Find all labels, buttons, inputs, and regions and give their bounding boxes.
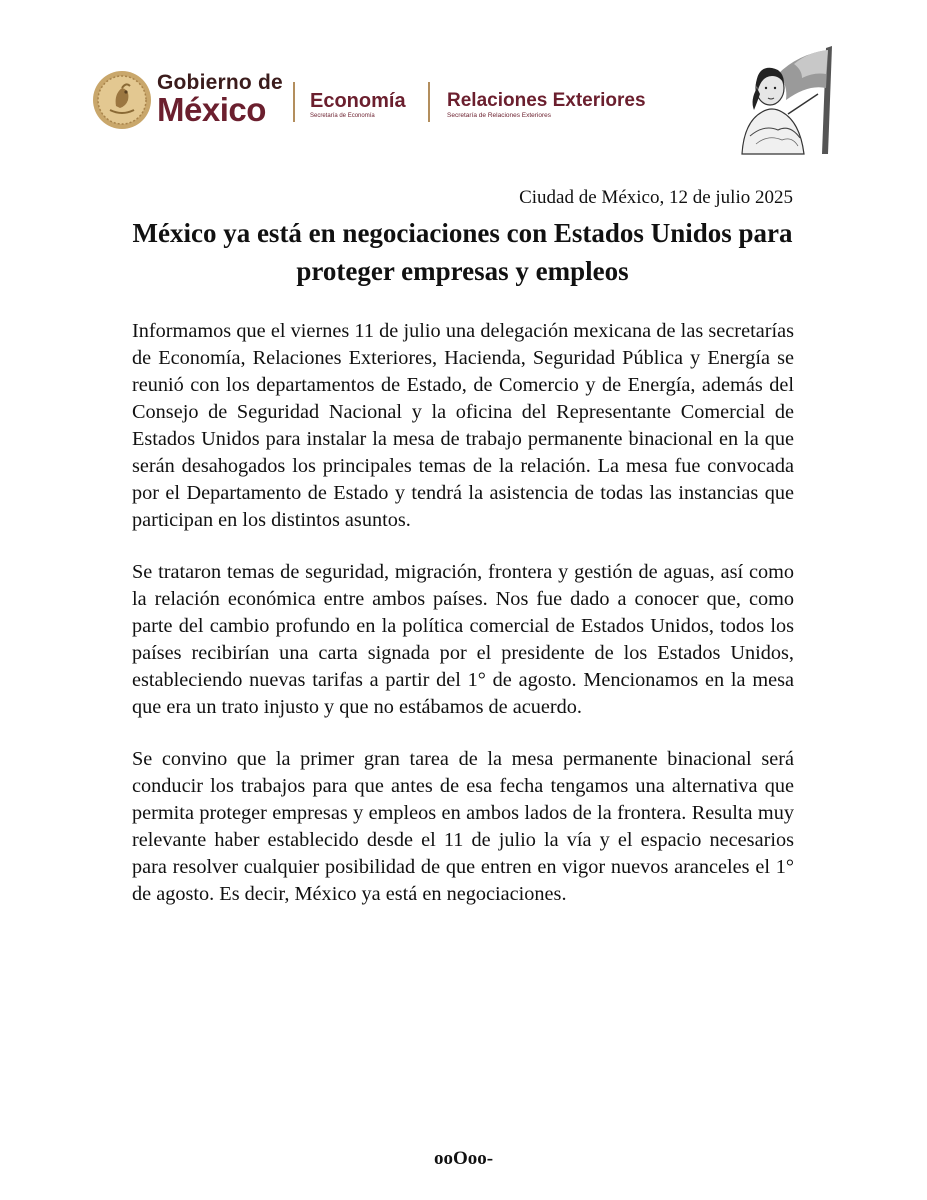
mexico-label: México	[157, 91, 266, 128]
economia-subtitle: Secretaría de Economía	[310, 113, 375, 119]
body-paragraph-3: Se convino que la primer gran tarea de la mesa permanente binacional será conducir los trabajos para que antes de esa fecha tengamos una alternativa que permita proteger empresas y empleos en ambos lados de la frontera. Resulta muy relevante haber establecido desde el 11 de julio la vía y el espacio necesarios para resolver cualquier posibilidad de que entren en vigor nuevos aranceles el 1° de agosto. Es decir, México ya está en negociaciones.	[132, 748, 794, 905]
economia-logo	[310, 90, 406, 120]
header-divider-2	[428, 82, 430, 122]
relaciones-exteriores-logo	[447, 90, 646, 120]
mexico-coat-of-arms-seal	[92, 70, 152, 130]
relaciones-title: Relaciones Exteriores	[447, 90, 646, 111]
closing-mark: ooOoo-	[433, 1148, 494, 1169]
economia-title: Economía	[310, 90, 406, 112]
press-release-title: México ya está en negociaciones con Estados Unidos para proteger empresas y empleos	[132, 218, 793, 286]
header-divider-1	[293, 82, 295, 122]
letterhead	[0, 0, 927, 170]
body-paragraph-2: Se trataron temas de seguridad, migración, frontera y gestión de aguas, así como la relación económica entre ambos países. Nos fue dado a conocer que, como parte del cambio profundo en la política comercial de Estados Unidos, todos los países recibirían una carta signada por el presidente de los Estados Unidos, estableciendo nuevas tarifas a partir del 1° de agosto. Mencionamos en la mesa que era un trato injusto y que no estábamos de acuerdo.	[132, 561, 794, 718]
press-release-body	[132, 318, 794, 933]
dateline: Ciudad de México, 12 de julio 2025	[519, 187, 793, 208]
gobierno-label: Gobierno de	[157, 71, 283, 94]
relaciones-subtitle: Secretaría de Relaciones Exteriores	[447, 112, 552, 119]
gobierno-de-mexico-logo	[157, 72, 283, 126]
heroine-portrait-illustration	[728, 44, 838, 156]
body-paragraph-1: Informamos que el viernes 11 de julio una delegación mexicana de las secretarías de Economía, Relaciones Exteriores, Hacienda, Seguridad Pública y Energía se reunió con los departamentos de Estado, de Comercio y de Energía, además del Consejo de Seguridad Nacional y la oficina del Representante Comercial de Estados Unidos para instalar la mesa de trabajo permanente binacional en la que serán desahogados los principales temas de la relación. La mesa fue convocada por el Departamento de Estado y tendrá la asistencia de todas las instancias que participan en los distintos asuntos.	[132, 320, 794, 531]
